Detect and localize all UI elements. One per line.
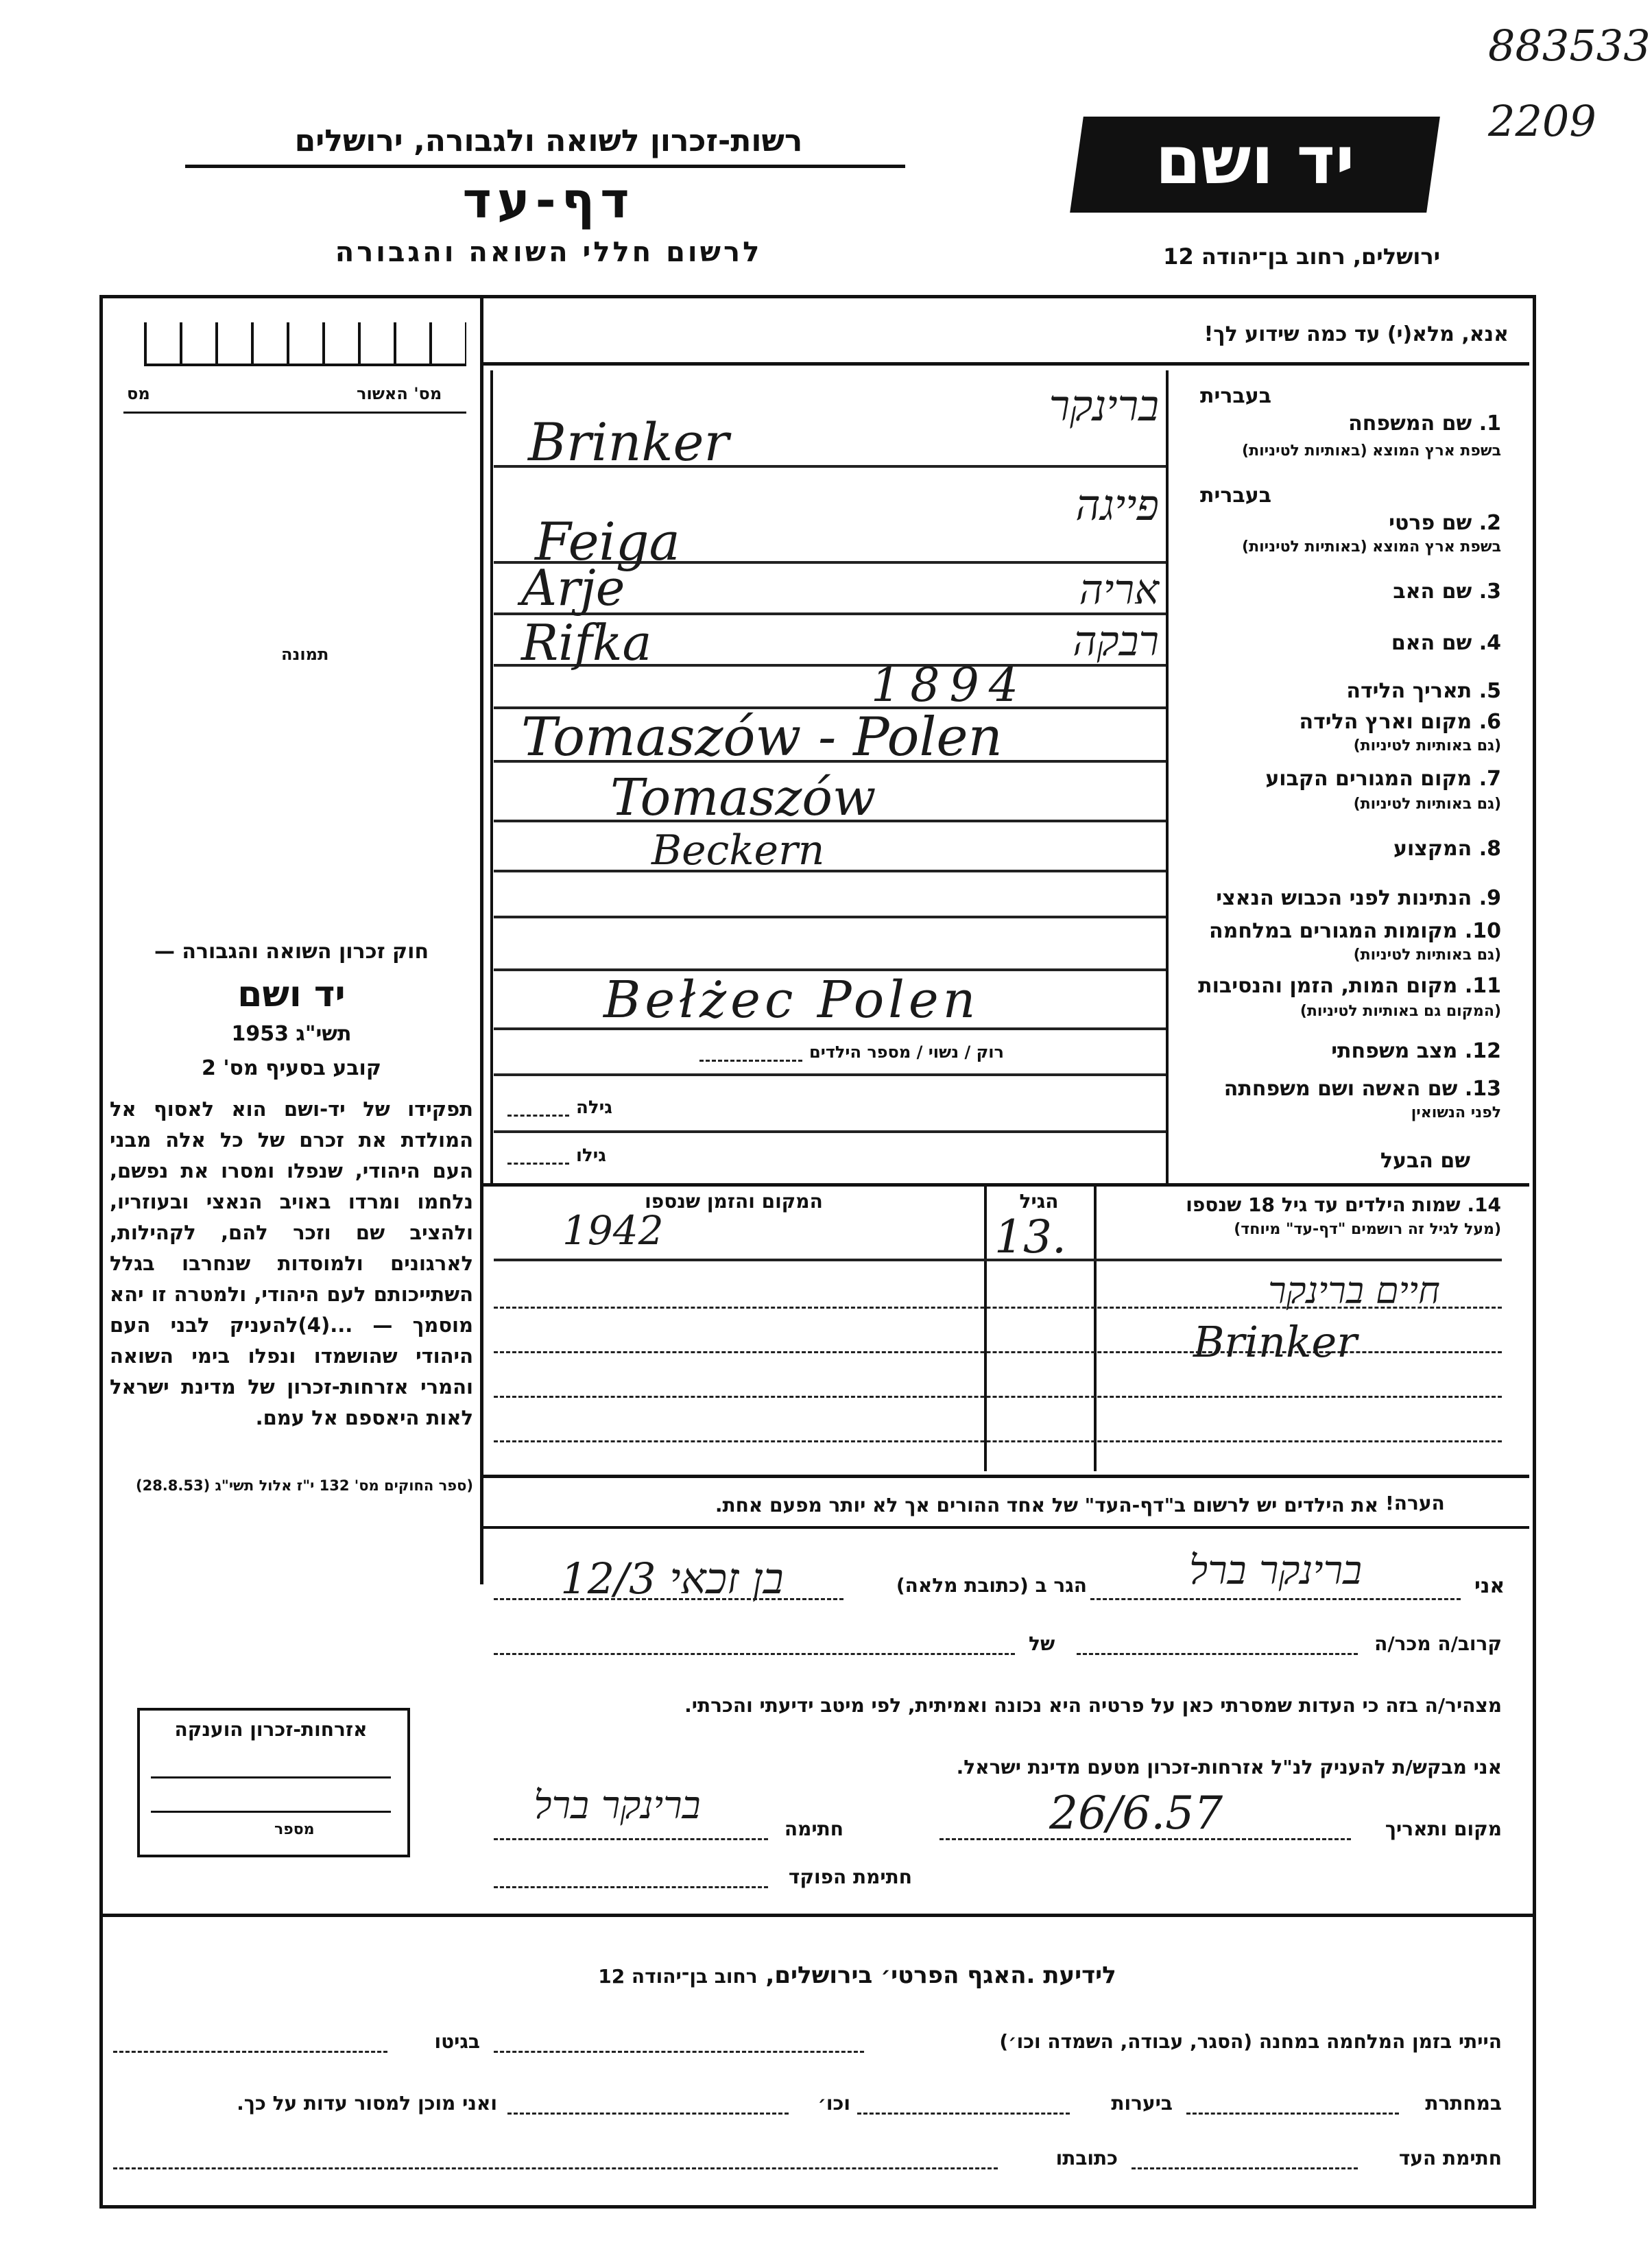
etc-label: וכו׳: [817, 2092, 850, 2115]
firstname-latin: Feiga: [535, 511, 680, 572]
field-11-sub: (המקום גם באותיות לטיניות): [1300, 1003, 1501, 1020]
field-12-options: רוק / נשוי / מספר הילדים: [809, 1043, 1004, 1062]
field-7-label: 7. מקום המגורים הקבוע: [1265, 767, 1501, 791]
approval-line: [123, 412, 466, 414]
field-3-label: 3. שם האב: [1393, 580, 1501, 604]
field-2-tag: בעברית: [1200, 484, 1271, 508]
relative-label: קרוב/ה מכר/ה: [1374, 1632, 1502, 1655]
field-1-label: 1. שם המשפחה: [1348, 412, 1501, 436]
form-title: דף-עד: [462, 171, 635, 229]
citizenship-number: מספר: [274, 1821, 315, 1838]
field-6-sub: (גם באותיות לטיניות): [1353, 737, 1501, 754]
husband-label: שם הבעל: [1380, 1149, 1470, 1173]
citizenship-line-1: [151, 1776, 391, 1778]
children-label: 14. שמות הילדים עד גיל 18 שנספו: [1186, 1193, 1501, 1216]
header-rule: [185, 165, 905, 168]
citizenship-line-2: [151, 1811, 391, 1813]
value-column-right: [1166, 370, 1169, 1187]
declarant-ani: אני: [1474, 1574, 1505, 1598]
father-hebrew: אריה: [1079, 566, 1159, 614]
approval-number-label: מס' האשור: [357, 384, 442, 403]
sidebar-divider: [480, 295, 483, 1584]
children-age-header: הגיל: [1019, 1190, 1059, 1213]
declaration-text: מצהיר/ה בזה כי העדות שמסרתי כאן על פרטיה היא נכונה ואמיתית, לפי מיטב ידיעתי והכרתי.: [684, 1694, 1502, 1717]
logo-text: יד ושם: [1155, 122, 1355, 199]
fill-request: אנא, מלא(י) עד כמה שידוע לך!: [1204, 322, 1509, 346]
mother-hebrew: רבקה: [1073, 617, 1159, 665]
declarant-name-line: [1090, 1598, 1461, 1600]
underground-line: [1186, 2113, 1399, 2115]
forests-line: [857, 2113, 1070, 2115]
children-col-age-right: [1094, 1183, 1097, 1471]
children-col-age-left: [984, 1183, 987, 1471]
form-subtitle: לרשום חללי השואה והגבורה: [335, 237, 763, 268]
relative-line-2: [494, 1653, 1015, 1655]
forests-label: ביערות: [1111, 2092, 1173, 2115]
relative-shel: של: [1029, 1632, 1055, 1655]
field-13-line: [494, 1130, 1166, 1133]
child-age: 13.: [994, 1211, 1066, 1263]
witness-address-label: כתובתו: [1055, 2147, 1118, 2169]
signature-label: חתימה: [784, 1818, 843, 1840]
field-8-label: 8. המקצוע: [1393, 837, 1501, 861]
children-bottom-rule: [480, 1475, 1529, 1478]
field-13-sub: לפני הנשואין: [1411, 1104, 1501, 1121]
surname-hebrew: ברינקר: [1049, 381, 1159, 431]
wife-age-label: גילה: [576, 1097, 612, 1118]
field-13-label: 13. שם האשה ושם משפחתה: [1223, 1077, 1501, 1101]
field-9-line: [494, 916, 1166, 918]
child-place-time: 1942: [562, 1207, 664, 1254]
field-12-label: 12. מצב משפחתי: [1331, 1039, 1501, 1063]
camp-line: [494, 2051, 864, 2053]
signature-value: ברינקר ברל: [534, 1783, 701, 1828]
sheet-number: 2209: [1488, 96, 1596, 146]
witness-signature-line: [1132, 2167, 1358, 2169]
law-year: תשי"ג 1953: [231, 1022, 352, 1046]
note-rule: [480, 1526, 1529, 1529]
children-top-rule: [480, 1183, 1529, 1187]
official-signature-line: [494, 1886, 768, 1888]
note-text: את הילדים יש לרשום ב"דף-העד" של אחד ההורים אך לא יותר מפעם אחת.: [715, 1494, 1378, 1516]
underground-label: במחתרת: [1425, 2092, 1502, 2115]
citizenship-request: אני מבקש/ת להעניק לנ"ל אזרחות-זכרון מטעם מדינת ישראל.: [956, 1756, 1502, 1778]
witness-address-line: [113, 2167, 998, 2169]
birth-year: 1894: [871, 658, 1029, 713]
field-9-label: 9. הנתינות לפני הכבוש הנאצי: [1216, 886, 1501, 910]
field-8-line: [494, 870, 1166, 872]
surname-latin: Brinker: [528, 412, 729, 473]
field-7-sub: (גם באותיות לטיניות): [1353, 796, 1501, 813]
father-latin: Arje: [521, 559, 625, 617]
bottom-title: לידיעת .האגף הפרטי׳ בירושלים, רחוב בן־יהודה 12: [598, 1962, 1116, 1989]
place-date-value: 26/6.57: [1049, 1787, 1223, 1840]
law-name: יד ושם: [237, 974, 346, 1015]
law-reference: (ספר החוקים מס' 132 י"ז אלול תשי"ג (28.8.53): [135, 1477, 473, 1494]
mother-latin: Rifka: [521, 614, 652, 671]
firstname-hebrew: פייגה: [1075, 480, 1159, 530]
ghetto-line: [113, 2051, 387, 2053]
field-2-sub: בשפת ארץ המוצא (באותיות לטיניות): [1242, 538, 1501, 556]
law-body: תפקידו של יד-ושם הוא לאסוף אל המולדת את זכרם של כל אלה מבני העם היהודי, שנפלו ומסרו את נפשם, נלחמו ומרדו באויב הנאצי ובעוזריו, ולהציב שם וזכר להם, לקהילות, לארגונים ולמוסדות שנחרבו בגלל השתייכותם לעם היהודי, ולמטרה זו יהא מוסמך — ...(4)להעניק לבני העם היהודי שהושמדו ונפלו בימי השואה והמרי אזרחות-זכרון של מדינת ישראל לאות היאספם אל עמם.: [110, 1097, 473, 1429]
death-place: Bełżec Polen: [603, 971, 980, 1030]
law-title: חוק זכרון השואה והגבורה —: [154, 940, 429, 964]
request-rule: [480, 362, 1529, 366]
note-label: הערה!: [1385, 1492, 1445, 1514]
photo-label: תמונה: [281, 645, 329, 664]
citizenship-title: אזרחות-זכרון הוענקה: [174, 1718, 368, 1741]
authority-title: רשות-זכרון לשואה ולגבורה, ירושלים: [294, 123, 803, 158]
field-12-line: [494, 1073, 1166, 1076]
field-11-label: 11. מקום המות, הזמן והנסיבות: [1198, 974, 1501, 998]
official-signature-label: חתימת הפוקד: [788, 1866, 912, 1888]
profession: Beckern: [651, 826, 825, 874]
declarant-name: ברינקר ברל: [1188, 1547, 1363, 1593]
approval-boxes: [144, 322, 466, 366]
witness-signature-label: חתימת העד: [1398, 2147, 1502, 2169]
field-4-label: 4. שם האם: [1391, 631, 1501, 655]
field-1-sub: בשפת ארץ המוצא (באותיות לטיניות): [1242, 442, 1501, 460]
birthplace: Tomaszów - Polen: [521, 706, 1003, 768]
declarant-resides: הגר ב (כתובת מלאה): [896, 1574, 1087, 1597]
field-12-dots: [699, 1060, 802, 1062]
field-5-label: 5. תאריך הלידה: [1346, 679, 1501, 703]
husband-age-label: גילו: [576, 1145, 606, 1166]
wife-age-dots: [507, 1115, 569, 1117]
residence: Tomaszów: [610, 768, 876, 827]
testify-label: ואני מוכן למסור עדות על כך.: [237, 2092, 497, 2115]
field-10-sub: (גם באותיות לטיניות): [1353, 947, 1501, 964]
archive-number: 883533: [1488, 21, 1651, 71]
bottom-section-rule: [99, 1914, 1533, 1917]
children-place-header: המקום והזמן שנספו: [645, 1190, 823, 1213]
declarant-address: בן זכאי 12/3: [560, 1554, 784, 1604]
children-row-line-4: [494, 1396, 1502, 1398]
place-date-label: מקום ותאריך: [1385, 1818, 1502, 1840]
approval-number-sign: מס: [127, 384, 150, 403]
header-address: ירושלים, רחוב בן־יהודה 12: [1163, 243, 1440, 270]
field-10-label: 10. מקומות המגורים במלחמה: [1209, 919, 1501, 943]
value-column-left: [490, 370, 493, 1187]
field-1-tag: בעברית: [1200, 384, 1271, 408]
children-sub: (מעל לגיל זה רושמים "דף-עד" מיוחד): [1234, 1221, 1501, 1238]
ghetto-label: בגיטו: [434, 2030, 480, 2053]
children-row-line-5: [494, 1440, 1502, 1442]
child-name-latin: Brinker: [1193, 1317, 1357, 1367]
husband-age-dots: [507, 1163, 569, 1165]
field-2-label: 2. שם פרטי: [1389, 511, 1501, 535]
etc-line: [507, 2113, 789, 2115]
signature-line: [494, 1838, 768, 1840]
relative-line-1: [1077, 1653, 1358, 1655]
camp-label: הייתי בזמן המלחמה במחנה (הסגר, עבודה, השמדה וכו׳): [999, 2030, 1502, 2053]
child-name-hebrew: חיים ברינקר: [1268, 1269, 1440, 1312]
law-clause: קובע בסעיף מס' 2: [202, 1056, 381, 1080]
field-6-label: 6. מקום וארץ הלידה: [1299, 710, 1501, 734]
